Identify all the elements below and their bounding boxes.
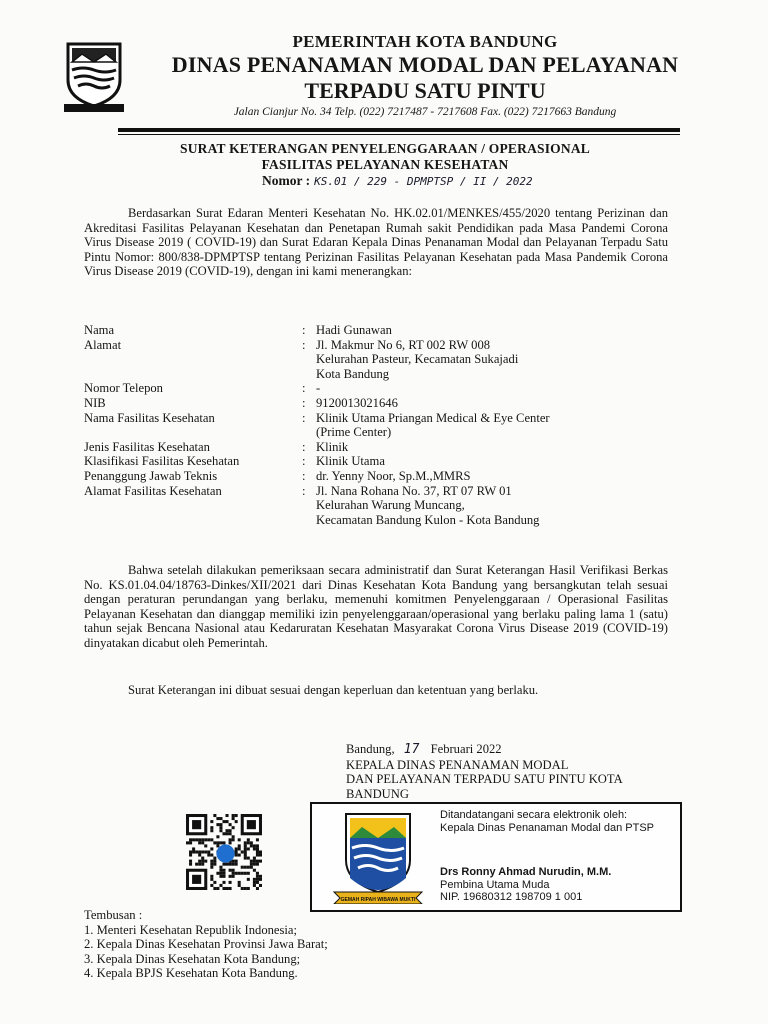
copies-to-heading: Tembusan : (84, 908, 143, 922)
detail-row (84, 396, 550, 411)
detail-label (84, 513, 302, 528)
detail-colon: : (302, 381, 306, 396)
detail-label (84, 498, 302, 513)
detail-label (84, 367, 302, 382)
detail-value: - (316, 381, 321, 396)
detail-row (84, 484, 550, 499)
signature-block (346, 742, 706, 801)
document-title-line2: FASILITAS PELAYANAN KESEHATAN (261, 157, 509, 172)
detail-colon: : (302, 454, 306, 469)
detail-value: Jl. Makmur No 6, RT 002 RW 008 (316, 337, 491, 352)
details-table (84, 323, 550, 527)
detail-colon: : (302, 395, 306, 410)
detail-row (84, 498, 550, 513)
detail-label: Nama (84, 323, 115, 337)
signature-position-line2: DAN PELAYANAN TERPADU SATU PINTU KOTA (346, 772, 623, 787)
document-number-label: Nomor : (262, 173, 311, 188)
detail-value: Klinik Utama (316, 454, 385, 469)
detail-colon (302, 367, 316, 382)
signatory-rank: Pembina Utama Muda (440, 878, 550, 891)
detail-row (84, 411, 550, 426)
detail-label: Alamat Fasilitas Kesehatan (84, 483, 222, 498)
detail-value: Kota Bandung (316, 366, 390, 381)
signatory-name: Drs Ronny Ahmad Nurudin, M.M. (440, 866, 612, 878)
detail-value: 9120013021646 (316, 395, 398, 410)
detail-row (84, 323, 550, 338)
detail-label: Jenis Fasilitas Kesehatan (84, 439, 210, 454)
detail-value: Klinik (316, 439, 349, 454)
copies-to-list (84, 923, 328, 981)
esign-statement: Ditandatangani secara elektronik oleh: Kepala Dinas Penanaman Modal dan PTSP (440, 809, 655, 834)
letterhead-agency-line1: DINAS PENANAMAN MODAL DAN PELAYANAN (171, 52, 679, 77)
detail-row (84, 440, 550, 455)
detail-label: NIB (84, 395, 106, 410)
detail-colon: : (302, 410, 306, 425)
detail-value: Hadi Gunawan (316, 323, 392, 337)
verification-paragraph: Bahwa setelah dilakukan pemeriksaan secara administratif dan Surat Keterangan Hasil Verifikasi Berkas No. KS.01.04.04/18763-Dinkes/XII/2021 dari Dinas Kesehatan Kota Bandung yang bersangkutan telah sesuai dengan peraturan perundangan yang berlaku, memenuhi komitmen Penyelenggaraan / Operasional Fasilitas Pelayanan Kesehatan dan dianggap memiliki izin penyelenggaraan/operasional yang berlaku paling lama 1 (satu) tahun sejak Bencana Nasional atau Kedaruratan Kesehatan Masyarakat Corona Virus Disease 2019 (COVID-19) dinyatakan dicabut oleh Pemerintah. (84, 563, 668, 650)
detail-value: Jl. Nana Rohana No. 37, RT 07 RW 01 (316, 483, 512, 498)
detail-colon: : (302, 483, 306, 498)
detail-colon: : (302, 439, 306, 454)
qr-code (186, 814, 262, 890)
detail-label: Penanggung Jawab Teknis (84, 468, 218, 483)
detail-row (84, 513, 550, 528)
intro-paragraph: Berdasarkan Surat Edaran Menteri Kesehatan No. HK.02.01/MENKES/455/2020 tentang Perizinan dan Akreditasi Fasilitas Pelayanan Kesehatan dan Penetapan Rumah sakit Pendidikan pada Masa Pandemi Corona Virus Disease 2019 ( COVID-19) dan Surat Edaran Kepala Dinas Penanaman Modal dan Pelayanan Terpadu Satu Pintu Nomor: 800/838-DPMPTSP tentang Perizinan Fasilitas Pelayanan Kesehatan pada Masa Pandemik Corona Virus Disease 2019 (COVID-19), dengan ini kami menerangkan: (84, 206, 668, 279)
detail-label (84, 352, 302, 367)
detail-row (84, 338, 550, 353)
detail-colon (302, 352, 316, 367)
copies-to-item: 4. Kepala BPJS Kesehatan Kota Bandung. (84, 966, 298, 981)
detail-colon: : (302, 323, 306, 337)
signature-date: Bandung, 17 Februari 2022 (346, 742, 502, 757)
letterhead-thick-rule (118, 128, 680, 132)
detail-colon (302, 425, 316, 440)
signature-date-day: 17 (403, 742, 420, 757)
applicant-details (84, 323, 550, 527)
signature-position-line1: KEPALA DINAS PENANAMAN MODAL (346, 757, 569, 772)
detail-label (84, 425, 302, 440)
letterhead-government: PEMERINTAH KOTA BANDUNG (292, 32, 558, 51)
closing-paragraph: Surat Keterangan ini dibuat sesuai dengan keperluan dan ketentuan yang berlaku. (128, 683, 539, 697)
detail-colon (302, 513, 316, 528)
copies-to-item: 1. Menteri Kesehatan Republik Indonesia; (84, 922, 297, 937)
letterhead-agency-line2: TERPADU SATU PINTU (304, 78, 546, 103)
copies-to-item: 3. Kepala Dinas Kesehatan Kota Bandung; (84, 951, 301, 966)
detail-value: Kecamatan Bandung Kulon - Kota Bandung (316, 512, 540, 527)
detail-value: Klinik Utama Priangan Medical & Eye Center (316, 410, 550, 425)
detail-label: Alamat (84, 337, 122, 352)
document-number-value: KS.01 / 229 - DPMPTSP / II / 2022 (314, 175, 533, 188)
letterhead-thin-rule (118, 134, 680, 135)
detail-colon: : (302, 468, 306, 483)
document-number (262, 172, 533, 190)
detail-label: Klasifikasi Fasilitas Kesehatan (84, 454, 240, 469)
detail-row (84, 425, 550, 440)
svg-text:GEMAH RIPAH WIBAWA MUKTI: GEMAH RIPAH WIBAWA MUKTI (340, 897, 416, 903)
detail-colon (302, 498, 316, 513)
bandung-city-emblem-color-icon (332, 810, 424, 904)
detail-colon: : (302, 337, 306, 352)
detail-row (84, 469, 550, 484)
electronic-signature-box (310, 802, 682, 912)
document-title-line1: SURAT KETERANGAN PENYELENGGARAAN / OPERASIONAL (179, 141, 590, 156)
detail-row (84, 352, 550, 367)
detail-label: Nama Fasilitas Kesehatan (84, 410, 215, 425)
signatory (440, 866, 611, 904)
detail-value: (Prime Center) (316, 425, 392, 440)
detail-row (84, 367, 550, 382)
letterhead-address: Jalan Cianjur No. 34 Telp. (022) 7217487 - 7217608 Fax. (022) 7217663 Bandung (233, 106, 617, 118)
detail-label: Nomor Telepon (84, 381, 163, 396)
signatory-nip: NIP. 19680312 198709 1 001 (440, 891, 583, 903)
detail-row (84, 381, 550, 396)
detail-value: Kelurahan Warung Muncang, (316, 498, 465, 513)
detail-value: dr. Yenny Noor, Sp.M.,MMRS (316, 468, 471, 483)
detail-value: Kelurahan Pasteur, Kecamatan Sukajadi (316, 352, 519, 367)
detail-row (84, 454, 550, 469)
copies-to (84, 908, 328, 981)
bandung-city-emblem-icon (62, 40, 126, 114)
copies-to-item: 2. Kepala Dinas Kesehatan Provinsi Jawa Barat; (84, 937, 328, 952)
signature-position-line3: BANDUNG (346, 786, 409, 801)
